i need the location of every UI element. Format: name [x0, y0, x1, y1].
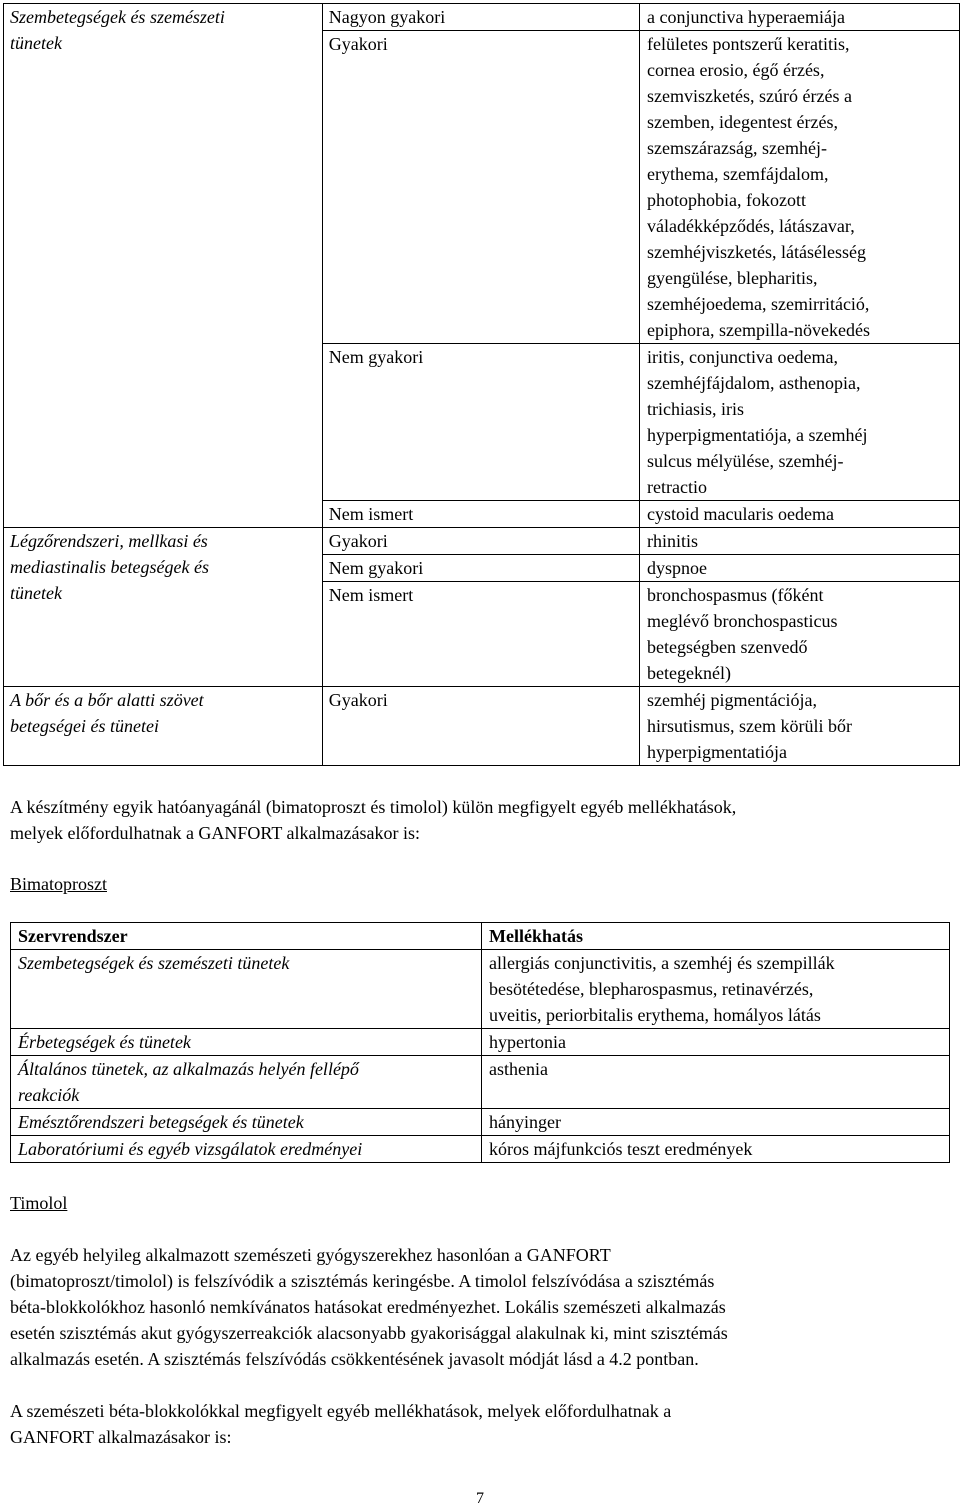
- organ-text: A bőr és a bőr alatti szövet: [10, 690, 204, 710]
- frequency-cell: Nagyon gyakori: [322, 4, 639, 31]
- effect-text: asthenia: [489, 1059, 548, 1079]
- effect-text: cystoid macularis oedema: [647, 504, 834, 524]
- frequency-cell: Nem ismert: [322, 501, 639, 528]
- paragraph-line: esetén szisztémás akut gyógyszerreakciók alacsonyabb gyakorisággal alakulnak ki, mint szisztémás: [10, 1323, 728, 1343]
- table-row: [4, 4, 960, 31]
- organ-text: Érbetegségek és tünetek: [18, 1032, 191, 1052]
- frequency-cell: Gyakori: [322, 687, 639, 766]
- effect-text: trichiasis, iris: [647, 399, 745, 419]
- organ-text: mediastinalis betegségek és: [10, 557, 209, 577]
- column-header-organ: Szervrendszer: [11, 923, 482, 950]
- section-heading-bimatoproszt: Bimatoproszt: [10, 874, 107, 894]
- organ-text: Szembetegségek és szemészeti: [10, 7, 225, 27]
- organ-text: Általános tünetek, az alkalmazás helyén fellépő: [18, 1059, 359, 1079]
- effect-cell: [640, 555, 960, 582]
- organ-cell: [11, 950, 482, 1029]
- effect-text: kóros májfunkciós teszt eredmények: [489, 1139, 753, 1159]
- table-row: [4, 528, 960, 555]
- page-number: 7: [476, 1490, 484, 1507]
- organ-cell: [11, 1136, 482, 1163]
- effect-text: bronchospasmus (főként: [647, 585, 824, 605]
- paragraph-line: melyek előfordulhatnak a GANFORT alkalmazásakor is:: [10, 823, 420, 843]
- effect-text: rhinitis: [647, 531, 699, 551]
- table-row: [11, 950, 950, 1029]
- effect-text: meglévő bronchospasticus: [647, 611, 838, 631]
- effect-text: szemhéj pigmentációja,: [647, 690, 817, 710]
- organ-cell: [11, 1029, 482, 1056]
- organ-text: Laboratóriumi és egyéb vizsgálatok eredményei: [18, 1139, 363, 1159]
- effect-cell: [640, 687, 960, 766]
- organ-cell: [11, 1109, 482, 1136]
- effect-cell: [482, 1056, 950, 1109]
- effect-text: photophobia, fokozott: [647, 190, 807, 210]
- effect-cell: [482, 1029, 950, 1056]
- frequency-cell: Nem ismert: [322, 582, 639, 687]
- effect-text: epiphora, szempilla-növekedés: [647, 320, 870, 340]
- effect-text: hyperpigmentatiója: [647, 742, 787, 762]
- frequency-cell: Gyakori: [322, 31, 639, 344]
- paragraph-line: alkalmazás esetén. A szisztémás felszívódás csökkentésének javasolt módját lásd a 4.2 pontban.: [10, 1349, 699, 1369]
- side-effects-table-combined: [3, 3, 960, 766]
- frequency-cell: Gyakori: [322, 528, 639, 555]
- effect-text: szemszárazság, szemhéj-: [647, 138, 827, 158]
- effect-text: betegségben szenvedő: [647, 637, 808, 657]
- organ-text: betegségei és tünetei: [10, 716, 159, 736]
- effect-text: a conjunctiva hyperaemiája: [647, 7, 845, 27]
- organ-cell: [4, 4, 323, 528]
- effect-text: szemhéjviszketés, látásélesség: [647, 242, 866, 262]
- effect-text: váladékképződés, látászavar,: [647, 216, 855, 236]
- effect-text: besötétedése, blepharospasmus, retinavérzés,: [489, 979, 814, 999]
- paragraph-line: A szemészeti béta-blokkolókkal megfigyelt egyéb mellékhatások, melyek előfordulhatnak a: [10, 1401, 672, 1421]
- effect-text: iritis, conjunctiva oedema,: [647, 347, 838, 367]
- column-header-effect: Mellékhatás: [482, 923, 950, 950]
- table-row: [11, 1056, 950, 1109]
- table-row: [4, 687, 960, 766]
- effect-text: hyperpigmentatiója, a szemhéj: [647, 425, 868, 445]
- effect-cell: [640, 4, 960, 31]
- organ-cell: [4, 528, 323, 687]
- beta-blocker-paragraph: [10, 1398, 950, 1450]
- effect-text: szemben, idegentest érzés,: [647, 112, 838, 132]
- section-heading-timolol: Timolol: [10, 1193, 68, 1213]
- effect-cell: [640, 344, 960, 501]
- organ-text: Szembetegségek és szemészeti tünetek: [18, 953, 290, 973]
- paragraph-line: béta-blokkolókhoz hasonló nemkívánatos hatásokat eredményezhet. Lokális szemészeti alkalmazás: [10, 1297, 726, 1317]
- table-row: [11, 1109, 950, 1136]
- effect-cell: [482, 950, 950, 1029]
- effect-cell: [640, 501, 960, 528]
- table-header-row: [11, 923, 950, 950]
- frequency-cell: Nem gyakori: [322, 555, 639, 582]
- effect-text: retractio: [647, 477, 707, 497]
- effect-text: betegeknél): [647, 663, 731, 683]
- effect-text: szemhéjoedema, szemirritáció,: [647, 294, 870, 314]
- table-row: [11, 1136, 950, 1163]
- effect-cell: [640, 582, 960, 687]
- effect-text: uveitis, periorbitalis erythema, homályos látás: [489, 1005, 821, 1025]
- table-row: [11, 1029, 950, 1056]
- paragraph-line: GANFORT alkalmazásakor is:: [10, 1427, 232, 1447]
- organ-cell: [4, 687, 323, 766]
- effect-text: hirsutismus, szem körüli bőr: [647, 716, 853, 736]
- effect-cell: [640, 528, 960, 555]
- effect-text: felületes pontszerű keratitis,: [647, 34, 850, 54]
- effect-text: szemhéjfájdalom, asthenopia,: [647, 373, 861, 393]
- timolol-paragraph: [10, 1242, 950, 1372]
- effect-text: szemviszketés, szúró érzés a: [647, 86, 852, 106]
- effect-text: gyengülése, blepharitis,: [647, 268, 818, 288]
- paragraph-line: A készítmény egyik hatóanyagánál (bimatoproszt és timolol) külön megfigyelt egyéb mellékhatások,: [10, 797, 737, 817]
- effect-cell: [482, 1109, 950, 1136]
- intro-paragraph: [10, 794, 950, 846]
- effect-text: allergiás conjunctivitis, a szemhéj és szempillák: [489, 953, 835, 973]
- effect-text: dyspnoe: [647, 558, 708, 578]
- organ-text: tünetek: [10, 33, 62, 53]
- effect-text: hypertonia: [489, 1032, 566, 1052]
- effect-cell: [482, 1136, 950, 1163]
- effect-text: cornea erosio, égő érzés,: [647, 60, 825, 80]
- organ-text: Légzőrendszeri, mellkasi és: [10, 531, 208, 551]
- frequency-cell: Nem gyakori: [322, 344, 639, 501]
- effect-text: sulcus mélyülése, szemhéj-: [647, 451, 844, 471]
- organ-cell: [11, 1056, 482, 1109]
- organ-text: Emésztőrendszeri betegségek és tünetek: [18, 1112, 304, 1132]
- paragraph-line: Az egyéb helyileg alkalmazott szemészeti gyógyszerekhez hasonlóan a GANFORT: [10, 1245, 611, 1265]
- effect-text: hányinger: [489, 1112, 561, 1132]
- effect-cell: [640, 31, 960, 344]
- organ-text: tünetek: [10, 583, 62, 603]
- paragraph-line: (bimatoproszt/timolol) is felszívódik a szisztémás keringésbe. A timolol felszívódása a szisztémás: [10, 1271, 715, 1291]
- effect-text: erythema, szemfájdalom,: [647, 164, 829, 184]
- bimatoproszt-table: [10, 922, 950, 1163]
- organ-text: reakciók: [18, 1085, 80, 1105]
